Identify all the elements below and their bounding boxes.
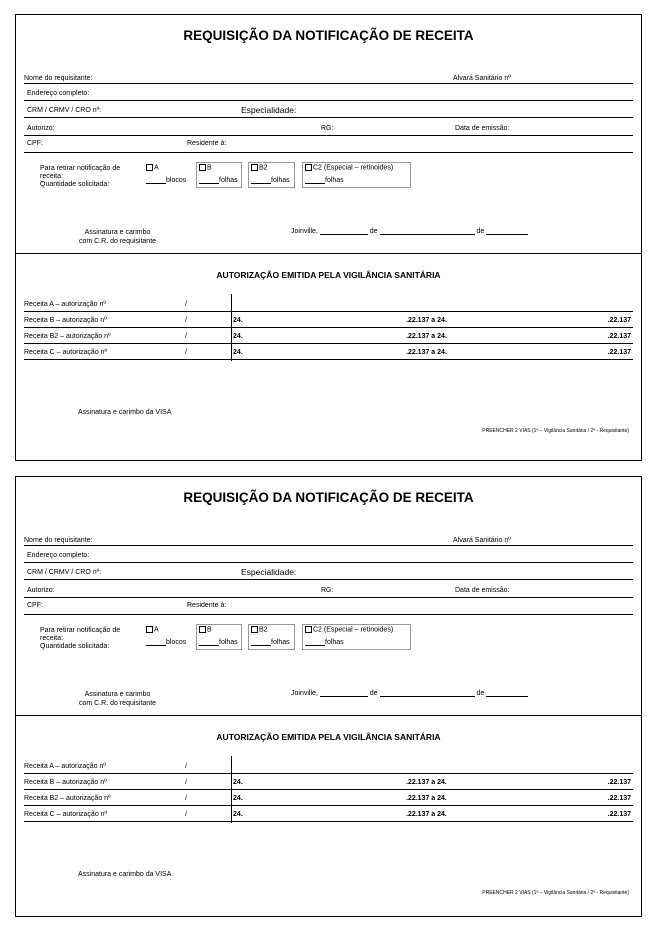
authorization-row-start[interactable]: 24.	[233, 811, 243, 818]
authorization-row-line	[24, 327, 633, 328]
requisition-form-copy-1	[15, 14, 642, 461]
address-label: Endereço completo:	[27, 90, 90, 97]
option-a-box[interactable]	[144, 162, 192, 188]
option-b-box[interactable]	[196, 624, 242, 650]
rg-label: RG:	[321, 587, 334, 594]
option-b2-label: B2	[259, 164, 268, 172]
checkbox-b[interactable]	[199, 626, 206, 633]
option-c2-label: C2 (Especial – retinoides)	[313, 626, 394, 634]
blocos-input[interactable]	[146, 645, 166, 646]
authorization-row-end[interactable]: .22.137	[607, 795, 631, 802]
folhas-b-input[interactable]	[199, 183, 219, 184]
folhas-c2-input[interactable]	[305, 645, 325, 646]
date-place-line[interactable]	[291, 690, 528, 697]
requester-signature-line2: com C.R. do requisitante	[79, 238, 157, 245]
authorization-row-mid[interactable]: .22.137 a 24.	[406, 333, 447, 340]
authorize-label: Autorizo:	[27, 125, 55, 132]
authorization-row-slash: /	[185, 333, 187, 340]
option-c2-box[interactable]	[302, 162, 411, 188]
authorization-row-end[interactable]: .22.137	[607, 779, 631, 786]
authorization-row-slash: /	[185, 795, 187, 802]
option-a-label: A	[154, 626, 159, 634]
authorization-row-mid[interactable]: .22.137 a 24.	[406, 795, 447, 802]
authorization-row-line	[24, 773, 633, 774]
form-title: REQUISIÇÃO DA NOTIFICAÇÃO DE RECEITA	[183, 28, 474, 43]
day-input[interactable]	[320, 234, 368, 235]
authorization-row-line	[24, 805, 633, 806]
authorization-row-label: Receita A – autorização nº	[24, 763, 106, 770]
month-input[interactable]	[380, 234, 475, 235]
authorization-row-slash: /	[185, 779, 187, 786]
folhas-c2-label: folhas	[325, 177, 344, 184]
withdraw-label	[40, 627, 120, 651]
fill-two-copies-note: PREENCHER 2 VIAS (1ª – Vigilância Sanitária / 2ª - Requisitante)	[482, 890, 629, 896]
requester-signature-line2: com C.R. do requisitante	[79, 700, 157, 707]
requester-name-label: Nome do requisitante:	[24, 537, 93, 544]
crm-line[interactable]	[24, 117, 633, 118]
authorization-title: AUTORIZAÇÃO EMITIDA PELA VIGILÂNCIA SANITÁRIA	[216, 732, 441, 742]
specialty-label: Especialidade:	[241, 105, 297, 115]
option-b-label: B	[207, 626, 212, 634]
checkbox-b[interactable]	[199, 164, 206, 171]
address-line[interactable]	[24, 562, 633, 563]
cpf-label: CPF:	[27, 602, 43, 609]
year-input[interactable]	[486, 696, 528, 697]
authorization-row-label: Receita B – autorização nº	[24, 779, 107, 786]
authorization-row-line	[24, 359, 633, 360]
withdraw-label-line2: receita:	[40, 173, 63, 180]
authorization-row-mid[interactable]: .22.137 a 24.	[406, 811, 447, 818]
authorization-row-slash: /	[185, 763, 187, 770]
option-a-box[interactable]	[144, 624, 192, 650]
joinville-label: Joinville,	[291, 228, 318, 235]
authorization-row-label: Receita B2 – autorização nº	[24, 333, 111, 340]
option-c2-label: C2 (Especial – retinoides)	[313, 164, 394, 172]
checkbox-c2[interactable]	[305, 164, 312, 171]
checkbox-a[interactable]	[146, 626, 153, 633]
authorization-row-label: Receita B – autorização nº	[24, 317, 107, 324]
folhas-c2-input[interactable]	[305, 183, 325, 184]
specialty-label: Especialidade:	[241, 567, 297, 577]
checkbox-b2[interactable]	[251, 626, 258, 633]
folhas-b-label: folhas	[219, 639, 238, 646]
folhas-b2-label: folhas	[271, 177, 290, 184]
checkbox-c2[interactable]	[305, 626, 312, 633]
address-label: Endereço completo:	[27, 552, 90, 559]
de-label-1: de	[369, 690, 378, 697]
resident-label: Residente à:	[187, 140, 227, 147]
option-b2-box[interactable]	[248, 624, 295, 650]
requester-name-line[interactable]	[24, 83, 633, 84]
authorization-row-start[interactable]: 24.	[233, 349, 243, 356]
authorization-row-slash: /	[185, 317, 187, 324]
sanitary-permit-label: Alvará Sanitário nº	[453, 537, 511, 544]
joinville-label: Joinville,	[291, 690, 318, 697]
authorization-row-label: Receita C – autorização nº	[24, 811, 108, 818]
authorization-row-end[interactable]: .22.137	[607, 317, 631, 324]
authorization-row-mid[interactable]: .22.137 a 24.	[406, 349, 447, 356]
folhas-b-input[interactable]	[199, 645, 219, 646]
authorize-line[interactable]	[24, 135, 633, 136]
requester-name-label: Nome do requisitante:	[24, 75, 93, 82]
withdraw-label-line1: Para retirar notificação de	[40, 165, 121, 172]
requester-signature-line1: Assinatura e carimbo	[84, 229, 151, 236]
fill-two-copies-note: PREENCHER 2 VIAS (1ª – Vigilância Sanitária / 2ª - Requisitante)	[482, 428, 629, 434]
authorization-row-label: Receita A – autorização nº	[24, 301, 106, 308]
crm-label: CRM / CRMV / CRO nº:	[27, 569, 102, 576]
authorization-row-start[interactable]: 24.	[233, 317, 243, 324]
section-divider	[16, 253, 641, 254]
crm-label: CRM / CRMV / CRO nº:	[27, 107, 102, 114]
folhas-b2-input[interactable]	[251, 183, 271, 184]
cpf-line[interactable]	[24, 152, 633, 153]
authorization-row-label: Receita B2 – autorização nº	[24, 795, 111, 802]
address-line[interactable]	[24, 100, 633, 101]
authorization-title: AUTORIZAÇÃO EMITIDA PELA VIGILÂNCIA SANITÁRIA	[216, 270, 441, 280]
authorize-label: Autorizo:	[27, 587, 55, 594]
withdraw-label-line2: receita:	[40, 635, 63, 642]
requisition-form-copy-2	[15, 476, 642, 917]
folhas-b2-label: folhas	[271, 639, 290, 646]
de-label-1: de	[369, 228, 378, 235]
authorization-row-slash: /	[185, 349, 187, 356]
authorization-row-start[interactable]: 24.	[233, 795, 243, 802]
de-label-2: de	[476, 690, 485, 697]
sanitary-permit-label: Alvará Sanitário nº	[453, 75, 511, 82]
authorization-row-line	[24, 821, 633, 822]
de-label-2: de	[476, 228, 485, 235]
authorization-row-line	[24, 343, 633, 344]
blocos-label: blocos	[166, 177, 187, 184]
option-b-box[interactable]	[196, 162, 242, 188]
requester-name-line[interactable]	[24, 545, 633, 546]
requester-signature-label	[79, 690, 156, 708]
issue-date-label: Data de emissão:	[455, 587, 510, 594]
authorization-row-mid[interactable]: .22.137 a 24.	[406, 779, 447, 786]
year-input[interactable]	[486, 234, 528, 235]
resident-label: Residente à:	[187, 602, 227, 609]
option-a-label: A	[154, 164, 159, 172]
crm-line[interactable]	[24, 579, 633, 580]
authorization-row-slash: /	[185, 301, 187, 308]
folhas-c2-label: folhas	[325, 639, 344, 646]
cpf-label: CPF:	[27, 140, 43, 147]
requester-signature-line1: Assinatura e carimbo	[84, 691, 151, 698]
authorization-row-label: Receita C – autorização nº	[24, 349, 108, 356]
authorization-row-line	[24, 789, 633, 790]
visa-signature-label: Assinatura e carimbo da VISA	[78, 409, 172, 416]
folhas-b2-input[interactable]	[251, 645, 271, 646]
authorization-column-divider	[231, 294, 232, 361]
authorization-row-end[interactable]: .22.137	[607, 333, 631, 340]
withdraw-label	[40, 165, 120, 189]
authorization-row-start[interactable]: 24.	[233, 779, 243, 786]
folhas-b-label: folhas	[219, 177, 238, 184]
blocos-input[interactable]	[146, 183, 166, 184]
authorization-row-end[interactable]: .22.137	[607, 811, 631, 818]
quantity-label: Quantidade solicitada:	[40, 181, 110, 188]
option-b-label: B	[207, 164, 212, 172]
authorization-row-end[interactable]: .22.137	[607, 349, 631, 356]
issue-date-label: Data de emissão:	[455, 125, 510, 132]
checkbox-a[interactable]	[146, 164, 153, 171]
cpf-line[interactable]	[24, 614, 633, 615]
authorization-row-mid[interactable]: .22.137 a 24.	[406, 317, 447, 324]
withdraw-label-line1: Para retirar notificação de	[40, 627, 121, 634]
requester-signature-label	[79, 228, 156, 246]
authorization-row-start[interactable]: 24.	[233, 333, 243, 340]
visa-signature-label: Assinatura e carimbo da VISA	[78, 871, 172, 878]
option-c2-box[interactable]	[302, 624, 411, 650]
date-place-line[interactable]	[291, 228, 528, 235]
section-divider	[16, 715, 641, 716]
month-input[interactable]	[380, 696, 475, 697]
quantity-label: Quantidade solicitada:	[40, 643, 110, 650]
authorization-row-line	[24, 311, 633, 312]
authorization-column-divider	[231, 756, 232, 823]
day-input[interactable]	[320, 696, 368, 697]
option-b2-box[interactable]	[248, 162, 295, 188]
checkbox-b2[interactable]	[251, 164, 258, 171]
authorize-line[interactable]	[24, 597, 633, 598]
blocos-label: blocos	[166, 639, 187, 646]
form-title: REQUISIÇÃO DA NOTIFICAÇÃO DE RECEITA	[183, 490, 474, 505]
option-b2-label: B2	[259, 626, 268, 634]
authorization-row-slash: /	[185, 811, 187, 818]
rg-label: RG:	[321, 125, 334, 132]
